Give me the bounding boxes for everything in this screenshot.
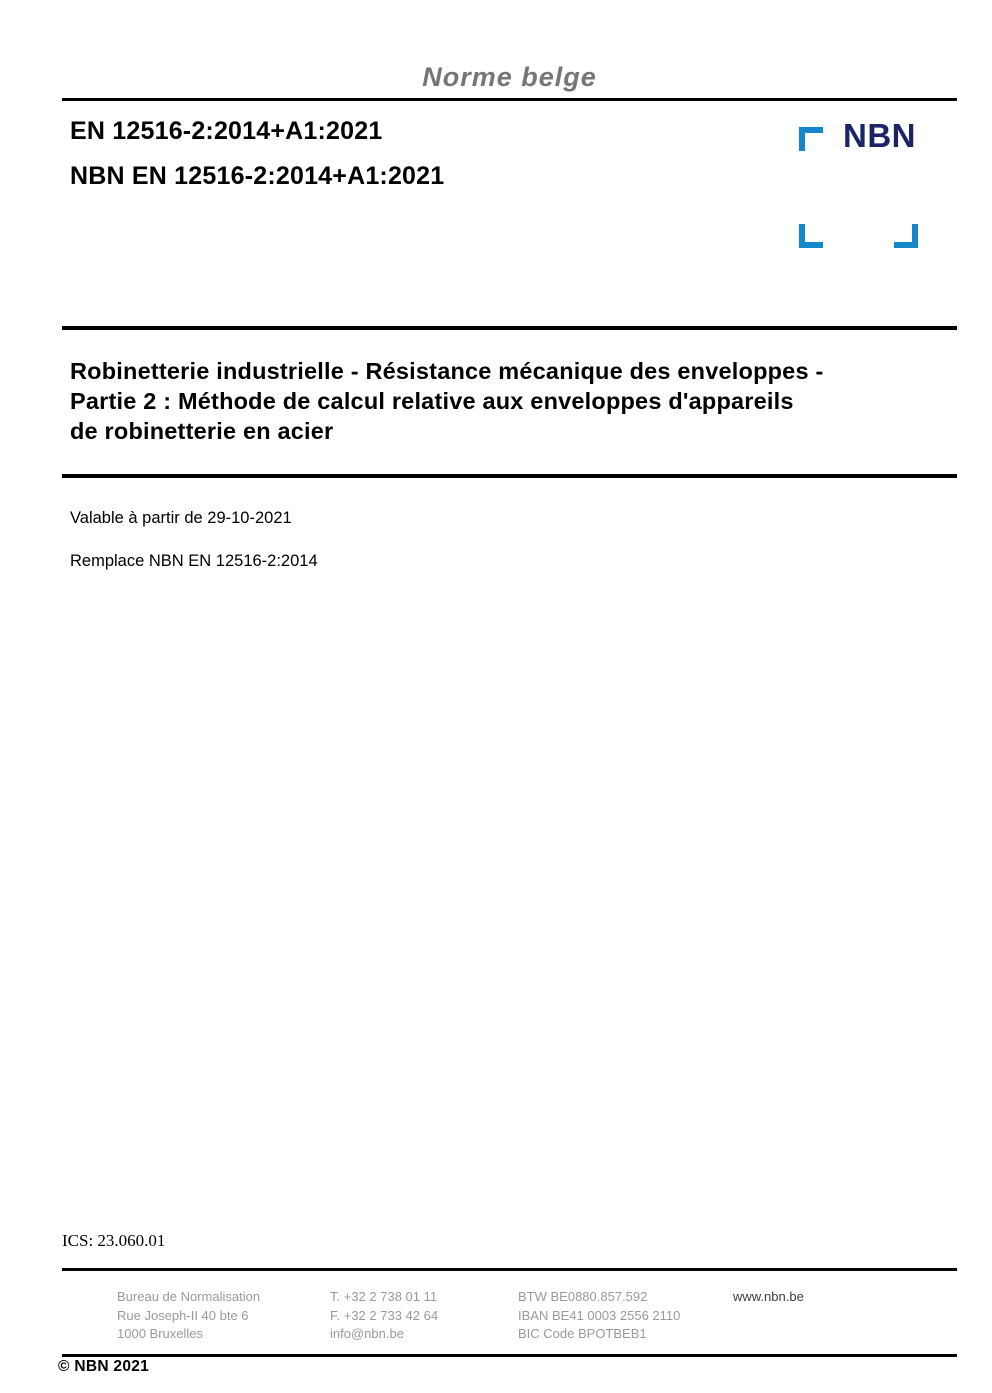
validity-info [70,508,318,571]
standard-code-nbn: NBN EN 12516-2:2014+A1:2021 [70,162,445,190]
footer-org-name: Bureau de Normalisation [117,1289,261,1304]
footer-iban: IBAN BE41 0003 2556 2110 [518,1307,681,1323]
document-title-line: de robinetterie en acier [70,418,334,444]
footer-contact-column [330,1288,438,1344]
footer-fax: F. +32 2 733 42 64 [330,1307,439,1323]
document-title-line: Robinetterie industrielle - Résistance mécanique des enveloppes - [70,358,824,384]
document-kind-heading: Norme belge [422,62,597,92]
logo-bracket-top-left-icon [799,127,823,151]
footer-website: www.nbn.be [733,1289,804,1304]
standard-code-en: EN 12516-2:2014+A1:2021 [70,117,383,145]
footer-bic: BIC Code BPOTBEB1 [518,1326,647,1341]
footer-top-divider [62,1268,957,1271]
footer-vat: BTW BE0880.857.592 [518,1289,648,1304]
ics-code: ICS: 23.060.01 [62,1231,166,1250]
copyright-divider [62,1354,957,1357]
valid-from-text: Valable à partir de 29-10-2021 [70,509,292,527]
logo-bracket-bottom-right-icon [894,224,918,248]
footer-street: Rue Joseph-II 40 bte 6 [117,1307,249,1323]
nbn-logo-text: NBN [843,117,916,154]
logo-bracket-bottom-left-icon [799,224,823,248]
document-title [70,356,823,446]
title-top-divider [62,326,957,330]
title-bottom-divider [62,474,957,478]
header-divider [62,98,957,101]
nbn-logo [799,117,918,248]
footer-email: info@nbn.be [330,1326,404,1341]
footer-city: 1000 Bruxelles [117,1326,203,1341]
replaces-text: Remplace NBN EN 12516-2:2014 [70,552,318,570]
standard-codes [70,109,444,199]
document-title-line: Partie 2 : Méthode de calcul relative aux enveloppes d'appareils [70,388,794,414]
copyright-notice: © NBN 2021 [58,1358,150,1375]
footer-banking-column [518,1288,680,1344]
footer-address-column [117,1288,260,1344]
footer-phone: T. +32 2 738 01 11 [330,1289,438,1304]
